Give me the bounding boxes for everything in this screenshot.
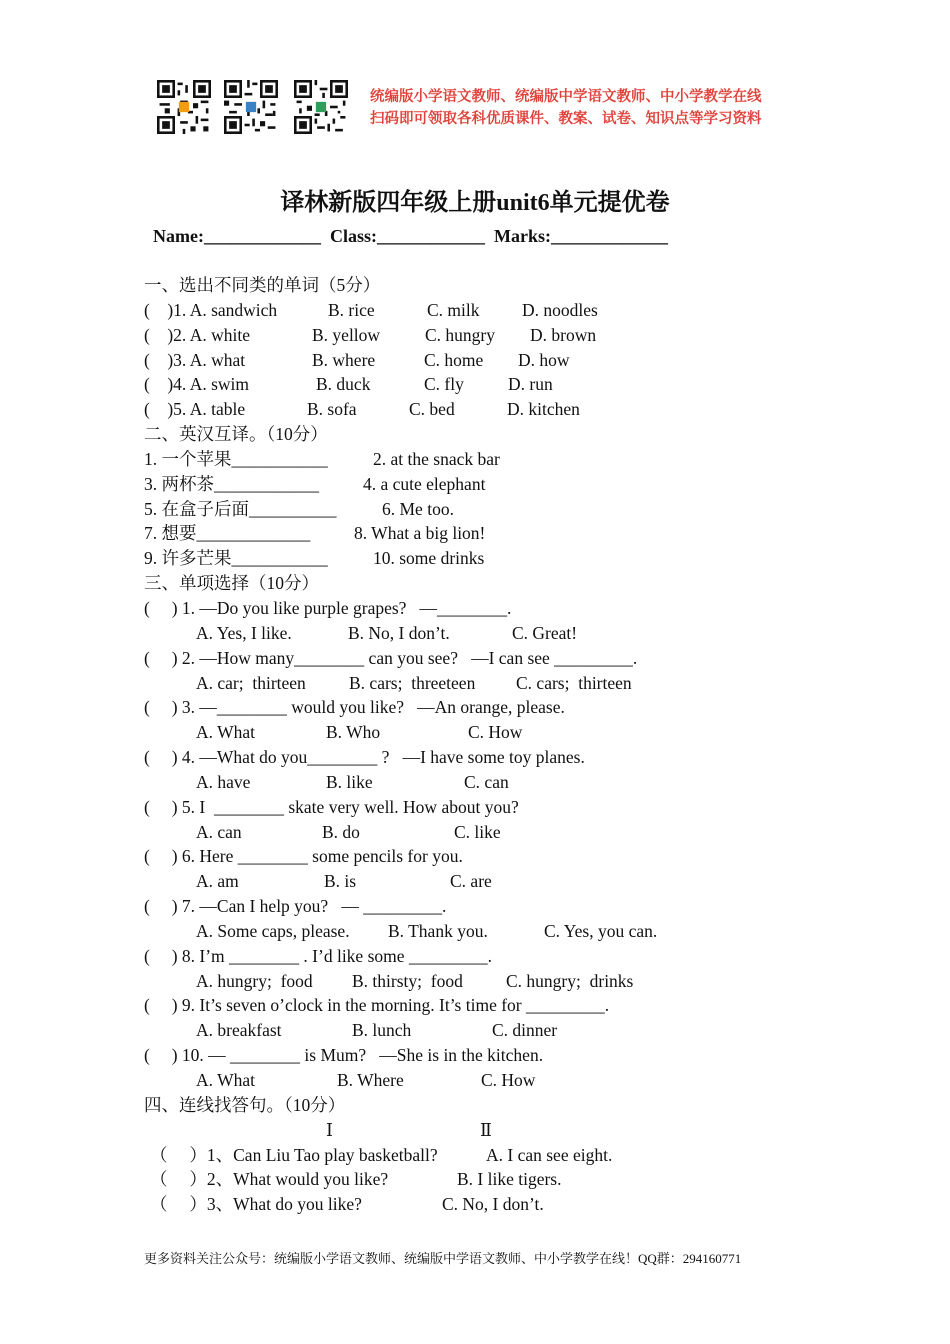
line-segment: D. kitchen [507, 399, 580, 420]
line-segment: A. Some caps, please. [196, 920, 350, 941]
line-segment: B. cars; threeteen [349, 672, 476, 693]
line-segment: 二、英汉互译。（10分） [144, 424, 328, 445]
line-segment: C. How [468, 722, 523, 743]
line-segment: A. breakfast [196, 1020, 282, 1041]
line-segment: ( )4. A. swim [144, 374, 249, 395]
line-segment: B. lunch [352, 1020, 412, 1041]
line-segment: C. hungry; drinks [506, 970, 634, 991]
qr-code-icon [224, 80, 278, 134]
text-line [144, 944, 844, 969]
line-segment: B. No, I don’t. [348, 622, 450, 643]
line-segment: 一、选出不同类的单词（5分） [144, 275, 381, 295]
line-segment: B. Thank you. [388, 920, 488, 941]
line-segment: A. What [196, 722, 255, 743]
line-segment: 4. a cute elephant [363, 473, 486, 494]
line-segment: （ ）3、What do you like? [150, 1194, 362, 1215]
line-segment: 6. Me too. [382, 498, 454, 519]
line-segment: B. Who [326, 722, 381, 743]
line-segment: Ⅰ [326, 1119, 333, 1140]
text-line [144, 546, 844, 571]
text-line [144, 919, 844, 944]
line-segment: ( )1. A. sandwich [144, 299, 278, 320]
line-segment: D. how [518, 349, 570, 370]
text-line [144, 795, 844, 820]
text-line [144, 745, 844, 770]
line-segment: ( ) 6. Here ________ some pencils for you. [144, 846, 463, 867]
line-segment: C. home [424, 349, 484, 370]
text-line [144, 596, 844, 621]
text-line [144, 497, 844, 522]
text-line [144, 671, 844, 696]
line-segment: B. rice [328, 299, 375, 320]
line-segment: 2. at the snack bar [373, 448, 500, 469]
promo-banner [370, 86, 762, 130]
line-segment: 四、连线找答句。（10分） [144, 1094, 346, 1115]
footer-note: 更多资料关注公众号：统编版小学语文教师、统编版中学语文教师、中小学教学在线！QQ群：294160771 [144, 1251, 742, 1266]
text-line [144, 621, 844, 646]
line-segment: （ ）2、What would you like? [150, 1169, 389, 1190]
line-segment: C. How [481, 1070, 536, 1090]
line-segment: 8. What a big lion! [354, 523, 486, 544]
text-line [144, 1167, 844, 1192]
line-segment: 9. 许多芒果___________ [144, 548, 328, 569]
line-segment: 三、单项选择（10分） [144, 573, 319, 594]
line-segment: A. What [196, 1070, 255, 1090]
text-line [144, 646, 844, 671]
line-segment: C. No, I don’t. [442, 1194, 544, 1215]
line-segment: C. cars; thirteen [516, 672, 632, 693]
line-segment: D. noodles [522, 299, 598, 320]
line-segment: A. am [196, 871, 239, 892]
line-segment: ( ) 3. —________ would you like? —An orange, please. [144, 697, 565, 718]
line-segment: D. brown [530, 324, 597, 345]
text-line [144, 1043, 844, 1068]
line-segment: 7. 想要_____________ [144, 523, 311, 544]
text-line [144, 993, 844, 1018]
text-line [144, 1192, 844, 1217]
line-segment: B. where [312, 349, 376, 370]
text-line [144, 571, 844, 596]
text-line [144, 521, 844, 546]
line-segment: C. milk [427, 299, 480, 320]
line-segment: ( ) 1. —Do you like purple grapes? —________. [144, 597, 512, 618]
line-segment: C. like [454, 821, 501, 842]
line-segment: C. dinner [492, 1020, 558, 1041]
line-segment: B. do [322, 821, 360, 842]
text-line [144, 894, 844, 919]
text-line [144, 695, 844, 720]
text-line [144, 770, 844, 795]
text-line [144, 372, 844, 397]
line-segment: 1. 一个苹果___________ [144, 448, 328, 469]
text-line [144, 298, 844, 323]
student-info-line: Name:_____________ Class:____________ Marks:_____________ [153, 226, 668, 246]
line-segment: ( )2. A. white [144, 324, 250, 345]
line-segment: C. Yes, you can. [544, 920, 658, 941]
line-segment: A. have [196, 771, 251, 792]
line-segment: C. are [450, 871, 492, 892]
line-segment: B. is [324, 871, 357, 892]
line-segment: A. I can see eight. [486, 1144, 613, 1165]
text-line [144, 1093, 844, 1118]
text-line [144, 447, 844, 472]
line-segment: A. Yes, I like. [196, 622, 292, 643]
text-line [144, 273, 844, 298]
page-title: 译林新版四年级上册unit6单元提优卷 [280, 190, 670, 216]
line-segment: ( )5. A. table [144, 399, 246, 420]
line-segment: C. hungry [425, 324, 495, 345]
text-line [144, 969, 844, 994]
line-segment: B. thirsty; food [352, 970, 463, 991]
line-segment: ( ) 5. I ________ skate very well. How about you? [144, 796, 519, 817]
text-line [144, 844, 844, 869]
text-line [144, 348, 844, 373]
line-segment: B. sofa [307, 399, 357, 420]
line-segment: C. can [464, 771, 509, 792]
line-segment: B. I like tigers. [457, 1169, 562, 1190]
line-segment: C. bed [409, 399, 455, 420]
text-line [144, 472, 844, 497]
line-segment: C. fly [424, 374, 464, 395]
text-line [144, 1143, 844, 1168]
text-line [144, 720, 844, 745]
text-line [144, 1118, 844, 1143]
qr-code-icon [157, 80, 211, 134]
text-line [144, 1018, 844, 1043]
line-segment: ( ) 4. —What do you________ ? —I have some toy planes. [144, 747, 585, 768]
text-line [144, 323, 844, 348]
text-line [144, 869, 844, 894]
text-line [144, 820, 844, 845]
line-segment: 10. some drinks [373, 548, 485, 569]
banner-line-1: 统编版小学语文教师、统编版中学语文教师、中小学教学在线 [370, 89, 762, 105]
line-segment: B. yellow [312, 324, 381, 345]
line-segment: A. hungry; food [196, 970, 313, 991]
line-segment: ( ) 2. —How many________ can you see? —I can see _________. [144, 647, 638, 668]
exam-content [144, 273, 844, 1217]
line-segment: ( ) 7. —Can I help you? — _________. [144, 896, 447, 917]
text-line [144, 1068, 844, 1093]
line-segment: ( ) 9. It’s seven o’clock in the morning. It’s time for _________. [144, 995, 610, 1016]
line-segment: B. Where [337, 1070, 404, 1090]
line-segment: A. car; thirteen [196, 672, 306, 693]
line-segment: ( )3. A. what [144, 349, 246, 370]
line-segment: Ⅱ [480, 1119, 492, 1140]
line-segment: D. run [508, 374, 553, 395]
line-segment: 5. 在盒子后面__________ [144, 498, 337, 519]
text-line [144, 422, 844, 447]
line-segment: （ ）1、Can Liu Tao play basketball? [150, 1144, 438, 1165]
text-line [144, 397, 844, 422]
line-segment: C. Great! [512, 622, 578, 643]
line-segment: A. can [196, 821, 242, 842]
line-segment: 3. 两杯茶____________ [144, 473, 319, 494]
line-segment: ( ) 10. — ________ is Mum? —She is in the kitchen. [144, 1045, 544, 1066]
line-segment: B. like [326, 771, 373, 792]
banner-line-2: 扫码即可领取各科优质课件、教案、试卷、知识点等学习资料 [370, 111, 762, 127]
line-segment: ( ) 8. I’m ________ . I’d like some _________. [144, 945, 493, 966]
line-segment: B. duck [316, 374, 371, 395]
qr-code-icon [294, 80, 348, 134]
